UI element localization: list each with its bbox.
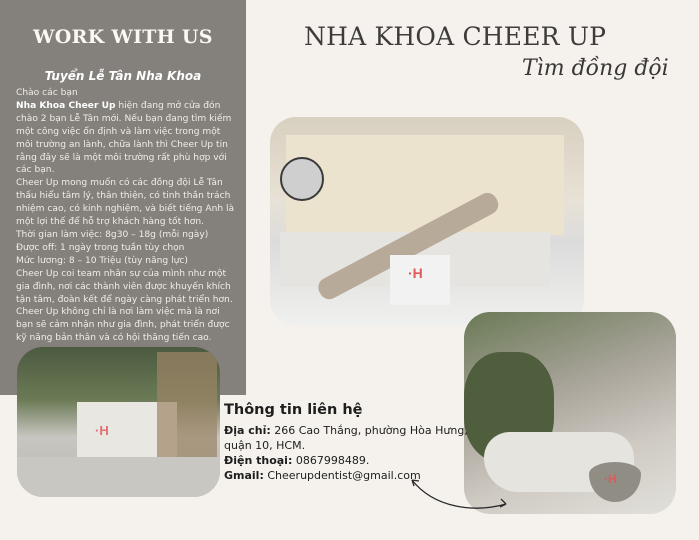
brand-title: NHA KHOA CHEER UP — [304, 22, 607, 51]
job-info-panel — [0, 0, 246, 395]
panel-title: WORK WITH US — [33, 26, 213, 48]
salary: Mức lương: 8 – 10 Triệu (tùy năng lực) — [16, 255, 188, 266]
email-value[interactable]: Cheerupdentist@gmail.com — [263, 469, 421, 482]
intro — [16, 100, 238, 177]
phone-value[interactable]: 0867998489. — [292, 454, 370, 467]
growth: Cheer Up không chỉ là nơi làm việc mà là nơi bạn sẽ cảm nhận như gia đình, phát triển được kỹ năng bản thân và có hội thăng tiến cao. — [16, 307, 230, 344]
intro-text: hiện đang mở cửa đón chào 2 bạn Lễ Tân mới. Nếu bạn đang tìm kiếm một công việc ổn định và làm việc trong một môi trường an lành, chữa lành thì Cheer Up tin rằng đây sẽ là một môi trường rất phù hợp với các bạn. — [16, 100, 232, 176]
curved-arrow-icon — [404, 468, 514, 518]
requirements: Cheer Up mong muốn có các đồng đội Lễ Tân thấu hiểu tâm lý, thân thiện, có tinh thần trách nhiệm cao, có kinh nghiệm, và biết tiếng Anh là một lợi thế để hỗ trợ khách hàng tốt hơn. — [16, 178, 235, 228]
address-label: Địa chỉ: — [224, 424, 271, 437]
days-off: Được off: 1 ngày trong tuần tùy chọn — [16, 242, 185, 253]
address-value: 266 Cao Thắng, phường Hòa Hưng, quận 10, HCM. — [224, 424, 468, 452]
greeting: Chào các bạn — [16, 88, 78, 98]
phone — [224, 453, 474, 468]
garden-floor — [17, 457, 220, 497]
logo-mark: ·H — [604, 472, 617, 486]
address — [224, 423, 474, 453]
email-label: Gmail: — [224, 469, 264, 482]
mirror — [280, 157, 324, 201]
tagline: Tìm đồng đội — [522, 56, 669, 81]
logo-mark: ·H — [95, 423, 109, 438]
shelving — [286, 135, 564, 235]
garden-photo — [17, 347, 220, 497]
culture: Cheer Up coi team nhân sự của mình như một gia đình, nơi các thành viên được khuyến khích tận tâm, đoàn kết để ngày càng phát triển hơn. — [16, 268, 233, 305]
working-hours: Thời gian làm việc: 8g30 – 18g (mỗi ngày) — [16, 229, 209, 240]
logo-mark: ·H — [408, 265, 423, 281]
contact-title: Thông tin liên hệ — [224, 402, 363, 418]
job-title: Tuyển Lễ Tân Nha Khoa — [44, 69, 202, 83]
intro-brand: Nha Khoa Cheer Up — [16, 100, 116, 111]
phone-label: Điện thoại: — [224, 454, 293, 467]
clinic-photo — [270, 117, 584, 326]
job-description — [16, 87, 238, 345]
